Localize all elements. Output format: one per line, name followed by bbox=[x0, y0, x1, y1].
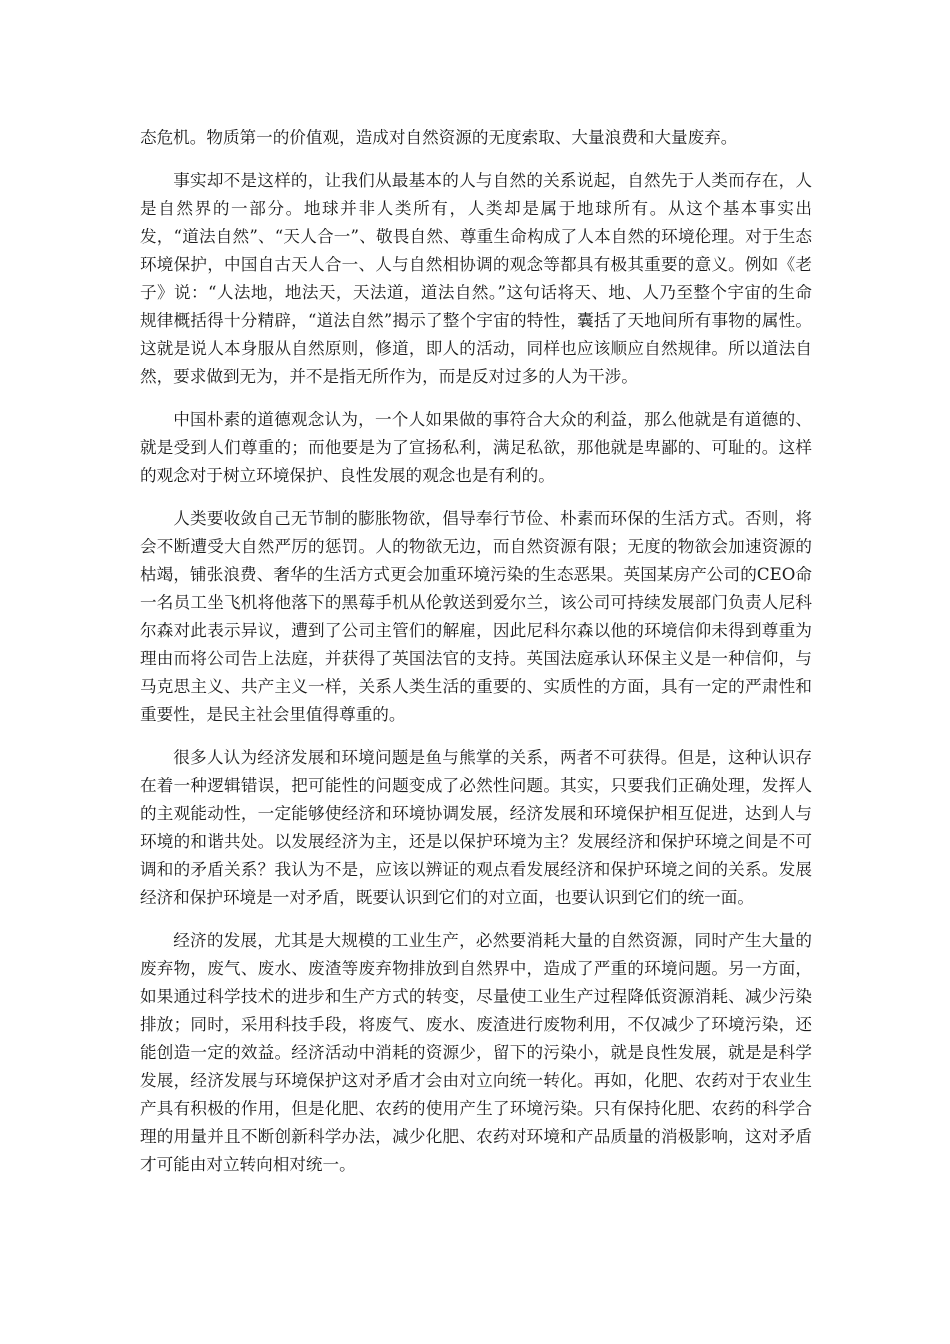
paragraph-frugal-lifestyle: 人类要收敛自己无节制的膨胀物欲，倡导奉行节俭、朴素而环保的生活方式。否则，将会不断遭受大自然严厉的惩罚。人的物欲无边，而自然资源有限；无度的物欲会加速资源的枯竭，铺张浪费、奢华的生活方式更会加重环境污染的生态恶果。英国某房产公司的CEO命一名员工坐飞机将他落下的黑莓手机从伦敦送到爱尔兰，该公司可持续发展部门负责人尼科尔森对此表示异议，遭到了公司主管们的解雇，因此尼科尔森以他的环境信仰未得到尊重为理由而将公司告上法庭，并获得了英国法官的支持。英国法庭承认环保主义是一种信仰，与马克思主义、共产主义一样，关系人类生活的重要的、实质性的方面，具有一定的严肃性和重要性，是民主社会里值得尊重的。 bbox=[140, 509, 812, 724]
paragraph-industrial-development: 经济的发展，尤其是大规模的工业生产，必然要消耗大量的自然资源，同时产生大量的废弃物，废气、废水、废渣等废弃物排放到自然界中，造成了严重的环境问题。另一方面，如果通过科学技术的进步和生产方式的转变，尽量使工业生产过程降低资源消耗、减少污染排放；同时，采用科技手段，将废气、废水、废渣进行废物利用，不仅减少了环境污染，还能创造一定的效益。经济活动中消耗的资源少，留下的污染小，就是良性发展，就是是科学发展，经济发展与环境保护这对矛盾才会由对立向统一转化。再如，化肥、农药对于农业生产具有积极的作用，但是化肥、农药的使用产生了环境污染。只有保持化肥、农药的科学合理的用量并且不断创新科学办法，减少化肥、农药对环境和产品质量的消极影响，这对矛盾才可能由对立转向相对统一。 bbox=[140, 931, 812, 1174]
paragraph-economy-environment: 很多人认为经济发展和环境问题是鱼与熊掌的关系，两者不可获得。但是，这种认识存在着一种逻辑错误，把可能性的问题变成了必然性问题。其实，只要我们正确处理，发挥人的主观能动性，一定能够使经济和环境协调发展，经济发展和环境保护相互促进，达到人与环境的和谐共处。以发展经济为主，还是以保护环境为主？发展经济和保护环境之间是不可调和的矛盾关系？我认为不是，应该以辨证的观点看发展经济和保护环境之间的关系。发展经济和保护环境是一对矛盾，既要认识到它们的对立面，也要认识到它们的统一面。 bbox=[140, 748, 812, 907]
paragraph-moral-concept: 中国朴素的道德观念认为，一个人如果做的事符合大众的利益，那么他就是有道德的、就是受到人们尊重的；而他要是为了宣扬私利，满足私欲，那他就是卑鄙的、可耻的。这样的观念对于树立环境保护、良性发展的观念也是有利的。 bbox=[140, 410, 812, 485]
document-body bbox=[140, 124, 812, 1194]
paragraph-nature-ethics: 事实却不是这样的，让我们从最基本的人与自然的关系说起，自然先于人类而存在，人是自然界的一部分。地球并非人类所有，人类却是属于地球所有。从这个基本事实出发，“道法自然”、“天人合一”、敬畏自然、尊重生命构成了人本自然的环境伦理。对于生态环境保护，中国自古天人合一、人与自然相协调的观念等都具有极其重要的意义。例如《老子》说：“人法地，地法天，天法道，道法自然。”这句话将天、地、人乃至整个宇宙的生命规律概括得十分精辟，“道法自然”揭示了整个宇宙的特性，囊括了天地间所有事物的属性。这就是说人本身服从自然原则，修道，即人的活动，同样也应该顺应自然规律。所以道法自然，要求做到无为，并不是指无所作为，而是反对过多的人为干涉。 bbox=[140, 171, 812, 386]
paragraph-continued: 态危机。物质第一的价值观，造成对自然资源的无度索取、大量浪费和大量废弃。 bbox=[140, 128, 738, 147]
